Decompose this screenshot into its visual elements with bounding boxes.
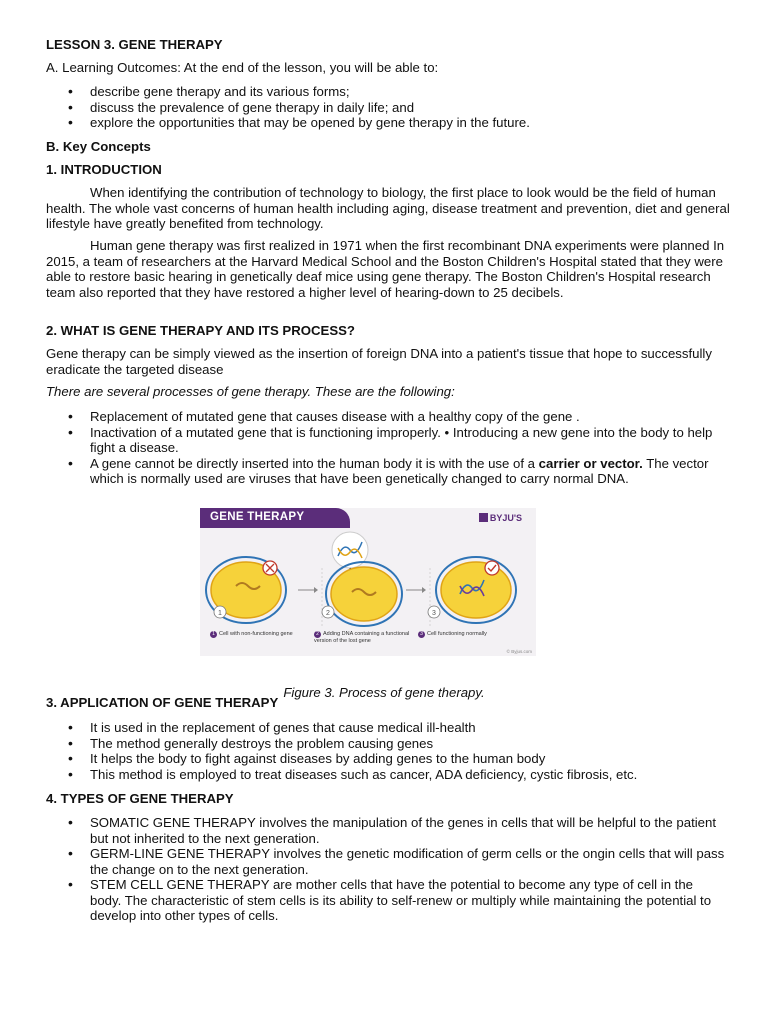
vector-bold-term: carrier or vector. xyxy=(538,455,643,471)
what-is-paragraph: Gene therapy can be simply viewed as the insertion of foreign DNA into a patient's tissue that hope to successfully eradicate the targeted disease xyxy=(46,346,712,377)
lesson-title: LESSON 3. GENE THERAPY xyxy=(46,37,223,52)
list-item: • GERM-LINE GENE THERAPY involves the genetic modification of germ cells or the ongin cells that will pass the change on to the next generation. xyxy=(46,846,726,877)
processes-intro: There are several processes of gene therapy. These are the following: xyxy=(46,384,455,399)
introduction-heading: 1. INTRODUCTION xyxy=(46,162,162,177)
learning-outcomes-intro: A. Learning Outcomes: At the end of the lesson, you will be able to: xyxy=(46,60,439,75)
step-number-2 xyxy=(322,606,334,618)
figure-watermark: © Byjus.com xyxy=(506,649,532,654)
list-item: • It is used in the replacement of genes that cause medical ill-health xyxy=(46,720,726,736)
types-heading: 4. TYPES OF GENE THERAPY xyxy=(46,791,234,806)
vector-text-start: A gene cannot be directly inserted into the human body it is with the use of a xyxy=(90,455,539,471)
cell-functioning-icon xyxy=(436,557,516,623)
what-is-heading: 2. WHAT IS GENE THERAPY AND ITS PROCESS? xyxy=(46,323,355,338)
list-item: • SOMATIC GENE THERAPY involves the manipulation of the genes in cells that will be helpful to the patient but not inherited to the next generation. xyxy=(46,815,726,846)
step-number-3 xyxy=(428,606,440,618)
list-item: • describe gene therapy and its various forms; xyxy=(46,84,726,100)
key-concepts-heading: B. Key Concepts xyxy=(46,139,151,154)
list-item: • Replacement of mutated gene that causes disease with a healthy copy of the gene . xyxy=(46,409,726,425)
list-item: • The method generally destroys the problem causing genes xyxy=(46,736,726,752)
list-item xyxy=(46,456,726,487)
processes-list xyxy=(46,409,726,487)
figure-title: GENE THERAPY xyxy=(210,511,305,523)
introduction-paragraph-1: When identifying the contribution of technology to biology, the first place to look would be the field of human health. The whole vast concerns of human health including aging, disease treatment and prevention, diet and general lifestyle have greatly benefited from technology. xyxy=(46,185,730,231)
legend-item-1: 1 Cell with non-functioning gene xyxy=(210,631,308,638)
learning-outcomes-list xyxy=(46,84,726,131)
application-list xyxy=(46,720,726,782)
figure-caption: Figure 3. Process of gene therapy. xyxy=(283,685,485,701)
step-number-1 xyxy=(214,606,226,618)
application-heading: 3. APPLICATION OF GENE THERAPY xyxy=(46,695,279,710)
list-item: • Inactivation of a mutated gene that is functioning improperly. • Introducing a new gene into the body to help fight a disease. xyxy=(46,425,726,456)
svg-text:1: 1 xyxy=(218,610,222,617)
list-item: • STEM CELL GENE THERAPY are mother cells that have the potential to become any type of cell in the body. The characteristic of stem cells is its ability to self-renew or multiply while maintaining the potential to develop into other types of cells. xyxy=(46,877,726,924)
legend-item-2: 2 Adding DNA containing a functional version of the lost gene xyxy=(314,631,410,644)
legend-item-3: 3 Cell functioning normally xyxy=(418,631,528,638)
cell-adding-dna-icon xyxy=(326,562,402,626)
gene-therapy-figure xyxy=(200,508,536,656)
introduction-paragraph-2: Human gene therapy was first realized in 1971 when the first recombinant DNA experiments were planned In 2015, a team of researchers at the Harvard Medical School and the Boston Children's Hospital stated that they were able to restore basic hearing in genetically deaf mice using gene therapy. The Boston Children's Hospital research team also reported that they have restored a higher level of hearing-down to 25 decibels. xyxy=(46,238,725,300)
svg-text:3: 3 xyxy=(432,610,436,617)
list-item: • This method is employed to treat diseases such as cancer, ADA deficiency, cystic fibrosis, etc. xyxy=(46,767,726,783)
list-item: • It helps the body to fight against diseases by adding genes to the human body xyxy=(46,751,726,767)
vector-text-end: The vector which is normally used are viruses that have been genetically changed to carry normal DNA. xyxy=(90,455,709,486)
list-item: • explore the opportunities that may be opened by gene therapy in the future. xyxy=(46,115,726,131)
svg-text:2: 2 xyxy=(326,610,330,617)
list-item: • discuss the prevalence of gene therapy in daily life; and xyxy=(46,100,726,116)
types-list xyxy=(46,815,726,924)
byjus-logo: BYJU'S xyxy=(479,513,522,523)
